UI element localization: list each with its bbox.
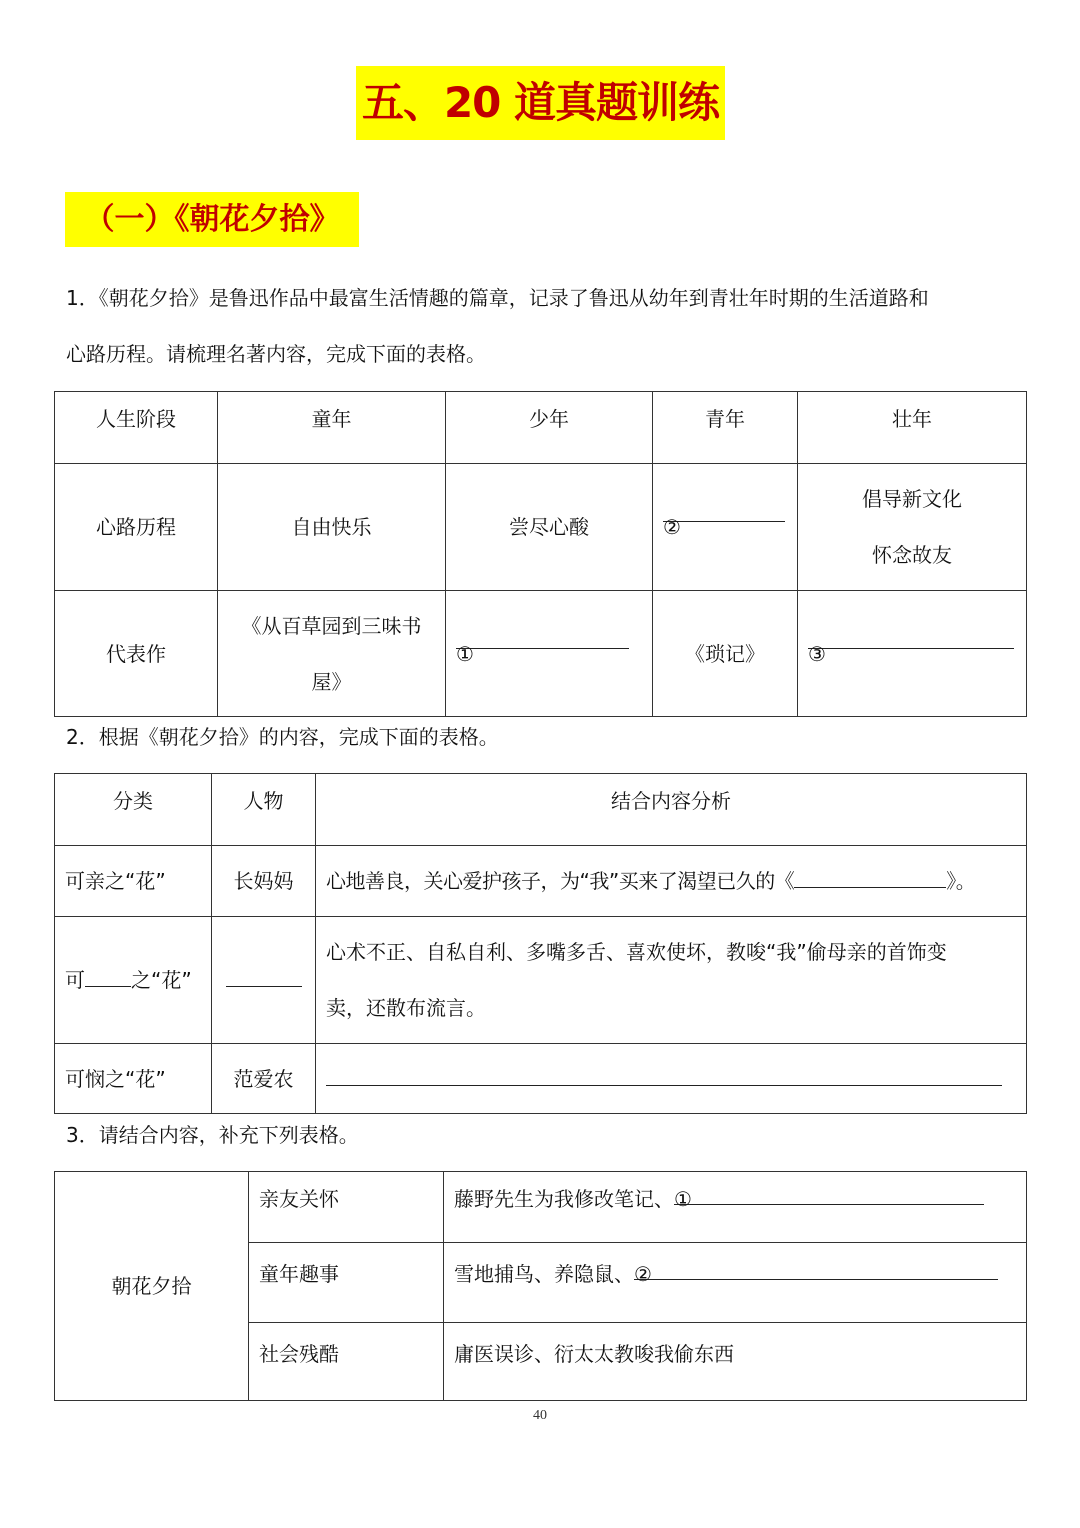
blank-cell[interactable]: [446, 591, 653, 717]
q3-text: 3．请结合内容，补充下列表格。: [66, 1123, 359, 1147]
analysis-text: 》。: [946, 869, 976, 893]
table-row: [55, 774, 1027, 846]
header-cell: 青年: [653, 392, 798, 464]
page-title: 五、20 道真题训练: [356, 66, 725, 140]
answer-blank[interactable]: [326, 1063, 1002, 1086]
header-cell: 人生阶段: [55, 392, 218, 464]
answer-blank[interactable]: [794, 865, 946, 888]
cell-line: 怀念故友: [872, 543, 952, 567]
section-title: （一）《朝花夕拾》: [65, 192, 359, 247]
cell: 尝尽心酸: [446, 464, 653, 591]
q1-table: [54, 391, 1027, 717]
person-cell: 长妈妈: [212, 846, 316, 917]
table-row: [55, 1044, 1027, 1114]
header-cell: 分类: [55, 774, 212, 846]
header-cell: 人物: [212, 774, 316, 846]
answer-blank[interactable]: ②: [634, 1257, 998, 1280]
answer-blank[interactable]: ①: [674, 1182, 984, 1205]
book-cell: 朝花夕拾: [55, 1172, 249, 1401]
content-cell: [444, 1172, 1027, 1243]
q2-text: 2．根据《朝花夕拾》的内容，完成下面的表格。: [66, 725, 499, 749]
cell: [218, 591, 446, 717]
header-cell: 童年: [218, 392, 446, 464]
row-label: 代表作: [55, 591, 218, 717]
q2-table: [54, 773, 1027, 1114]
table-row: [55, 591, 1027, 717]
category-text: 之“花”: [131, 968, 192, 992]
cell-line: 倡导新文化: [862, 487, 962, 511]
q3-table: [54, 1171, 1027, 1401]
answer-blank[interactable]: ①: [456, 626, 629, 649]
analysis-cell: [316, 917, 1027, 1044]
table-row: [55, 392, 1027, 464]
analysis-text: 卖，还散布流言。: [326, 996, 486, 1020]
category-cell: 可悯之“花”: [55, 1044, 212, 1114]
header-cell: 少年: [446, 392, 653, 464]
row-label: 心路历程: [55, 464, 218, 591]
analysis-cell: [316, 846, 1027, 917]
q1-text-line1: 1．《朝花夕拾》是鲁迅作品中最富生活情趣的篇章，记录了鲁迅从幼年到青壮年时期的生活道路和: [66, 286, 929, 310]
header-cell: 结合内容分析: [316, 774, 1027, 846]
answer-blank[interactable]: [85, 964, 131, 987]
category-text: 可: [65, 968, 85, 992]
category-cell: 社会残酷: [249, 1323, 444, 1401]
person-cell: 范爱农: [212, 1044, 316, 1114]
answer-blank[interactable]: ②: [663, 499, 785, 522]
q1-text-line2: 心路历程。请梳理名著内容，完成下面的表格。: [66, 342, 486, 366]
table-row: [55, 1172, 1027, 1243]
cell: [798, 464, 1027, 591]
content-text: 藤野先生为我修改笔记、: [454, 1187, 674, 1211]
content-text: 雪地捕鸟、养隐鼠、: [454, 1262, 634, 1286]
cell: 《琐记》: [653, 591, 798, 717]
cell: 自由快乐: [218, 464, 446, 591]
table-row: [55, 846, 1027, 917]
blank-cell[interactable]: [653, 464, 798, 591]
cell-line: 屋》: [311, 669, 352, 694]
category-cell: 可亲之“花”: [55, 846, 212, 917]
table-row: [55, 917, 1027, 1044]
page-number: 40: [533, 1408, 547, 1423]
category-cell: 童年趣事: [249, 1243, 444, 1323]
category-cell: [55, 917, 212, 1044]
blank-cell[interactable]: [798, 591, 1027, 717]
analysis-text: 心术不正、自私自利、多嘴多舌、喜欢使坏，教唆“我”偷母亲的首饰变: [326, 940, 947, 964]
table-row: [55, 464, 1027, 591]
answer-blank[interactable]: ③: [808, 626, 1014, 649]
header-cell: 壮年: [798, 392, 1027, 464]
content-cell: [444, 1243, 1027, 1323]
analysis-text: 心地善良，关心爱护孩子，为“我”买来了渴望已久的《: [326, 869, 795, 893]
category-cell: 亲友关怀: [249, 1172, 444, 1243]
cell-line: 《从百草园到三味书: [241, 613, 422, 638]
answer-blank[interactable]: [226, 964, 302, 987]
analysis-cell[interactable]: [316, 1044, 1027, 1114]
content-cell: 庸医误诊、衍太太教唆我偷东西: [444, 1323, 1027, 1401]
person-cell[interactable]: [212, 917, 316, 1044]
